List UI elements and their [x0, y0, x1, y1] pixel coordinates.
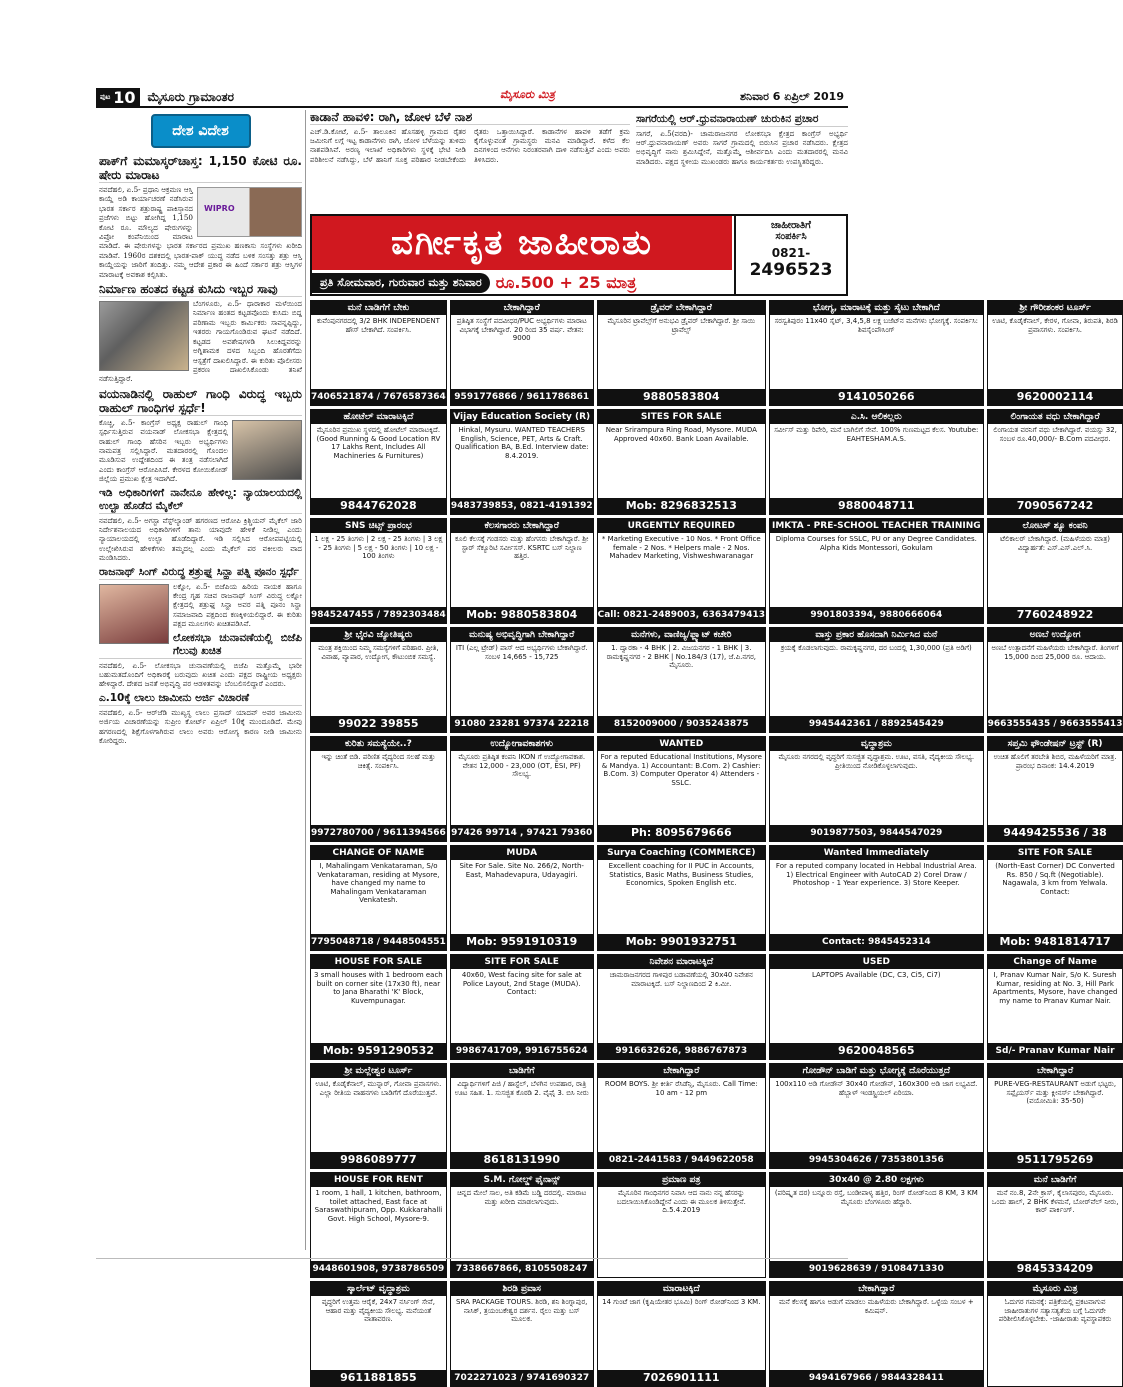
- ad-phone: 9945304626 / 7353801356: [770, 1152, 983, 1168]
- ad-header: ಬಾಡಿಗೆಗೆ: [451, 1064, 593, 1078]
- ad-header: 30x40 @ 2.80 ಲಕ್ಷಗಳು: [770, 1173, 983, 1187]
- classified-ad: [987, 1063, 1123, 1169]
- classified-ad: [450, 954, 594, 1060]
- ad-header: ಕುರಿತು ಸಮಸ್ಯೆಯೇ..?: [311, 737, 446, 751]
- contact-box: [734, 216, 846, 294]
- news-story: [96, 282, 305, 384]
- ad-phone: 9494167966 / 9844328411: [770, 1370, 983, 1386]
- classified-ad: [769, 300, 984, 406]
- ad-body: ಕುವೆಂಪುನಗರದಲ್ಲಿ 3/2 BHK INDEPENDENT ಹೌಸ್ ಬೇಕಾಗಿದೆ. ಸಂಪರ್ಕಿಸಿ.: [316, 317, 440, 334]
- ad-body: LAPTOPS Available (DC, C3, Ci5, Ci7): [811, 971, 941, 979]
- ad-body: PURE-VEG-RESTAURANT ಅಡುಗೆ ಭಟ್ಟರು, ಸಪ್ಲೈಯರ್ಸ್ ಮತ್ತು ಕ್ಲೀನರ್ಸ್ ಬೇಕಾಗಿದ್ದಾರೆ. (ವಯೋಮಿತಿ: 35-50): [994, 1080, 1117, 1106]
- ad-body: ಮನೆ ಕೆಲಸಕ್ಕೆ ಹಾಗೂ ಅಡುಗೆ ಮಾಡಲು ಮಹಿಳೆಯರು ಬೇಕಾಗಿದ್ದಾರೆ. ಒಳ್ಳೆಯ ಸಂಬಳ + ಕಮಿಷನ್.: [778, 1298, 974, 1315]
- ad-phone: 9972780700 / 9611394566: [311, 825, 446, 841]
- ad-body: ವಿದ್ಯಾರ್ಥಿಗಳಿಗೆ ಪಿಜಿ / ಹಾಸ್ಟೆಲ್, ಬೆಳಗಿನ ಉಪಹಾರ, ರಾತ್ರಿ ಊಟ ಸಹಿತ. 1. ಸುಸಜ್ಜಿತ ಕೊಠಡಿ 2. ವೈಫೈ 3. ಬಿಸಿ ನೀರು: [454, 1080, 589, 1097]
- ad-header: ಮನೆ ಬಾಡಿಗೆಗೆ ಬೇಕು: [311, 301, 446, 315]
- news-story: [96, 692, 305, 746]
- ad-header: SITE FOR SALE: [988, 846, 1123, 860]
- ad-body: ಮಂತ್ರ ಶಕ್ತಿಯಿಂದ ನಿಮ್ಮ ಸಮಸ್ಯೆಗಳಿಗೆ ಪರಿಹಾರ. ಪ್ರೀತಿ, ವಿವಾಹ, ವ್ಯಾಪಾರ, ಉದ್ಯೋಗ, ಕೌಟುಂಬಿಕ ಸಮಸ್ಯೆ.: [318, 644, 439, 661]
- ad-header: Vijay Education Society (R): [451, 410, 593, 424]
- classified-ad: [597, 1172, 766, 1278]
- story-headline: ಲೋಕಸಭಾ ಚುನಾವಣೆಯಲ್ಲಿ ಬಿಜೆಪಿ ಗೆಲುವು ಖಚಿತ: [99, 632, 302, 659]
- side-story: [636, 110, 848, 210]
- ad-phone: 9141050266: [770, 389, 983, 405]
- ad-header: ವಾಸ್ತು ಪ್ರಕಾರ ಹೊಸದಾಗಿ ನಿರ್ಮಿಸಿದ ಮನೆ: [770, 628, 983, 642]
- contact-line: ಜಾಹೀರಾತಿಗೆ: [771, 220, 811, 231]
- classified-ad: [310, 518, 447, 624]
- ad-phone: 9663555435 / 9663555413: [988, 716, 1123, 732]
- news-story: [96, 487, 305, 563]
- ad-body: ಮೈಸೂರು ನಗರದಲ್ಲಿ ವೃದ್ಧರಿಗೆ ಸುಸಜ್ಜಿತ ವೃದ್ಧಾಶ್ರಮ. ಊಟ, ವಸತಿ, ವೈದ್ಯಕೀಯ ಸೌಲಭ್ಯ. ಪ್ರೀತಿಯಿಂದ ನೋಡಿಕೊಳ್ಳಲಾಗುವುದು.: [778, 753, 975, 770]
- ad-phone: 9844762028: [311, 498, 446, 514]
- ad-phone: Mob: 9481814717: [988, 934, 1123, 950]
- banner-subline: [312, 272, 732, 294]
- photo-caption: WIPRO: [204, 204, 235, 213]
- ad-body: ಮೈಸೂರಿನ ಗಾಂಧಿನಗರ ನಿವಾಸಿ ಆದ ನಾನು ನನ್ನ ಹೆಸರನ್ನು ಬದಲಾಯಿಸಿಕೊಂಡಿದ್ದೇನೆ ಎಂದು ಈ ಮೂಲಕ ತಿಳಿಸುತ್ತೇನೆ. ದಿ.5.4.2019: [616, 1189, 746, 1215]
- publication-days: ಪ್ರತಿ ಸೋಮವಾರ, ಗುರುವಾರ ಮತ್ತು ಶನಿವಾರ: [312, 273, 490, 293]
- classified-ad: [769, 1172, 984, 1278]
- ad-body: ಮೈಸೂರು ಪ್ರತಿಷ್ಠಿತ ಕಂಪನಿ IKON ಗೆ ಉದ್ಯೋಗಾವಕಾಶ. ವೇತನ 12,000 - 23,000 (OT, ESI, PF) ಸೌಲಭ್ಯ.: [458, 753, 586, 779]
- ad-header: ಲಿಂಗಾಯತ ವಧು ಬೇಕಾಗಿದ್ದಾರೆ: [988, 410, 1123, 424]
- ad-body: ಲಿಂಗಾಯತ ವರನಿಗೆ ವಧು ಬೇಕಾಗಿದ್ದಾರೆ. ವಯಸ್ಸು 32, ಸಂಬಳ ರೂ.40,000/- B.Com ಪದವೀಧರ.: [993, 426, 1117, 443]
- ad-header: ಶ್ರೀ ಭೈರವಿ ಜ್ಯೋತಿಷ್ಯರು: [311, 628, 446, 642]
- ad-body: ಊಟಿ, ಕೊಡೈಕೆನಾಲ್, ಮುನ್ನಾರ್, ಗೋವಾ ಪ್ರವಾಸಗಳು. ಎಲ್ಲಾ ರೀತಿಯ ವಾಹನಗಳು ಬಾಡಿಗೆಗೆ ದೊರೆಯುತ್ತವೆ.: [315, 1080, 442, 1097]
- ad-body: Diploma Courses for SSLC, PU or any Degree Candidates. Alpha Kids Montessori, Gokulam: [775, 535, 977, 552]
- ad-header: ಮನೆ ಬಾಡಿಗೆಗೆ: [988, 1173, 1123, 1187]
- ad-header: SNS ಚಿಟ್ಸ್ ಪ್ರಾರಂಭ: [311, 519, 446, 533]
- ad-body: For a reputed Educational Institutions, Mysore & Mandya. 1) Accountant: B.Com. 2) Cashier: B.Com. 3) Computer Operator 4) Attenders - SSLC.: [600, 753, 762, 787]
- ad-phone: 9449425536 / 38: [988, 825, 1123, 841]
- ad-header: ಹೋಟೆಲ್ ಮಾರಾಟಕ್ಕಿದೆ: [311, 410, 446, 424]
- classifieds-banner: [310, 214, 848, 296]
- ad-header: ಅಣಬೆ ಉದ್ಯೋಗ: [988, 628, 1123, 642]
- ad-header: ನಿವೇಶನ ಮಾರಾಟಕ್ಕಿದೆ: [598, 955, 765, 969]
- contact-line: ಸಂಪರ್ಕಿಸಿ: [775, 231, 807, 242]
- ad-phone: 7760248922: [988, 607, 1123, 623]
- ad-header: SITE FOR SALE: [451, 955, 593, 969]
- ad-header: MUDA: [451, 846, 593, 860]
- issue-date: ಶನಿವಾರ 6 ಏಪ್ರಿಲ್ 2019: [740, 90, 844, 103]
- classified-ad: [987, 845, 1123, 951]
- ad-body: 1 ಲಕ್ಷ - 25 ತಿಂಗಳು | 2 ಲಕ್ಷ - 25 ತಿಂಗಳು | 3 ಲಕ್ಷ - 25 ತಿಂಗಳು | 5 ಲಕ್ಷ - 50 ತಿಂಗಳು | 10 ಲಕ್ಷ - 100 ತಿಂಗಳು: [314, 535, 443, 561]
- ad-phone: 9448601908, 9738786509: [311, 1261, 446, 1277]
- ad-header: ಲೋಟಸ್ ಶ್ಯೂ ಕಂಪನಿ: [988, 519, 1123, 533]
- story-body: ನವದೆಹಲಿ, ಏ.5- ಆರ್‌ಜೆಡಿ ಮುಖ್ಯಸ್ಥ ಲಾಲು ಪ್ರಸಾದ್ ಯಾದವ್ ಅವರ ಜಾಮೀನು ಅರ್ಜಿಯ ವಿಚಾರಣೆಯನ್ನು ಸುಪ್ರೀಂ ಕೋರ್ಟ್ ಏಪ್ರಿಲ್ 10ಕ್ಕೆ ಮುಂದೂಡಿದೆ. ಮೇವು ಹಗರಣದಲ್ಲಿ ಶಿಕ್ಷೆಗೊಳಗಾಗಿರುವ ಲಾಲು ಅವರು ಆರೋಗ್ಯ ಕಾರಣ ನೀಡಿ ಜಾಮೀನು ಕೋರಿದ್ದರು.: [99, 707, 302, 746]
- ad-phone: 9916632626, 9886767873: [598, 1043, 765, 1059]
- ad-phone: 9986741709, 9916755624: [451, 1043, 593, 1059]
- classified-ad: [987, 518, 1123, 624]
- story-headline: ಕಾಡಾನೆ ಹಾವಳಿ: ರಾಗಿ, ಜೋಳ ಬೆಳೆ ನಾಶ: [310, 110, 630, 125]
- classified-ad: [597, 409, 766, 515]
- ad-body: ಪ್ರತಿಷ್ಠಿತ ಸಂಸ್ಥೆಗೆ ಪದವೀಧರ/PUC ಅಭ್ಯರ್ಥಿಗಳು ಮಾರಾಟ ವಿಭಾಗಕ್ಕೆ ಬೇಕಾಗಿದ್ದಾರೆ. 20 ರಿಂದ 35 ವರ್ಷ. ವೇತನ: 9000: [456, 317, 587, 343]
- story-body: ಎಚ್.ಡಿ.ಕೋಟೆ, ಏ.5- ತಾಲೂಕಿನ ಹೊಸಹಳ್ಳಿ ಗ್ರಾಮದ ರೈತರ ಜಮೀನಿಗೆ ಲಗ್ಗೆ ಇಟ್ಟ ಕಾಡಾನೆಗಳು ರಾಗಿ, ಜೋಳ ಬೆಳೆಯನ್ನು ತುಳಿದು ನಾಶಪಡಿಸಿವೆ. ಅರಣ್ಯ ಇಲಾಖೆ ಅಧಿಕಾರಿಗಳು ಸ್ಥಳಕ್ಕೆ ಭೇಟಿ ನೀಡಿ ಪರಿಶೀಲನೆ ನಡೆಸಿದ್ದು, ಬೆಳೆ ಹಾನಿಗೆ ಸೂಕ್ತ ಪರಿಹಾರ ನೀಡಬೇಕೆಂದು ರೈತರು ಒತ್ತಾಯಿಸಿದ್ದಾರೆ. ಕಾಡಾನೆಗಳ ಹಾವಳಿ ತಡೆಗೆ ಕ್ರಮ ಕೈಗೊಳ್ಳುವಂತೆ ಗ್ರಾಮಸ್ಥರು ಮನವಿ ಮಾಡಿದ್ದಾರೆ. ಕಳೆದ ಕೆಲ ದಿನಗಳಿಂದ ಆನೆಗಳು ನಿರಂತರವಾಗಿ ದಾಳಿ ನಡೆಸುತ್ತಿವೆ ಎಂದು ಅವರು ತಿಳಿಸಿದರು.: [310, 127, 630, 164]
- ad-body: ಅಣಬೆ ಉತ್ಪಾದನೆಗೆ ಮಹಿಳೆಯರು ಬೇಕಾಗಿದ್ದಾರೆ. ತಿಂಗಳಿಗೆ 15,000 ದಿಂದ 25,000 ರೂ. ಆದಾಯ.: [991, 644, 1119, 661]
- ad-header: S.M. ಗೋಲ್ಡ್ ಫೈನಾನ್ಸ್: [451, 1173, 593, 1187]
- ad-header: USED: [770, 955, 983, 969]
- ad-body: ಉಚಿತ ಹೊಲಿಗೆ ತರಬೇತಿ ಶಿಬಿರ, ಮಹಿಳೆಯರಿಗೆ ಮಾತ್ರ. ಪ್ರಾರಂಭ ದಿನಾಂಕ: 14.4.2019: [993, 753, 1117, 770]
- ad-phone: 9483739853, 0821-4191392: [451, 498, 593, 514]
- classified-ad: [597, 736, 766, 842]
- ad-body: I, Pranav Kumar Nair, S/o K. Suresh Kumar, residing at No. 3, Hill Park Apartments, Mysore, have changed my name to Pranav Kumar Nair.: [992, 971, 1118, 1005]
- story-headline: ಪಾಕ್‌ಗೆ ಮಮಾಸ್ಕರ್‌ಚಾಸ್ತ: 1,150 ಕೋಟಿ ರೂ. ಷೇರು ಮಾರಾಟ: [99, 154, 302, 182]
- ad-phone: 7026901111: [598, 1370, 765, 1386]
- ad-phone: Mob: 9901932751: [598, 934, 765, 950]
- ad-body: ಓದುಗರ ಗಮನಕ್ಕೆ: ಪತ್ರಿಕೆಯಲ್ಲಿ ಪ್ರಕಟವಾಗುವ ಜಾಹೀರಾತುಗಳ ಸತ್ಯಾಸತ್ಯತೆಯ ಬಗ್ಗೆ ಓದುಗರೇ ಪರಿಶೀಲಿಸಿಕೊಳ್ಳಬೇಕು. -ಜಾಹೀರಾತು ವ್ಯವಸ್ಥಾಪಕರು: [998, 1298, 1112, 1324]
- news-story: [96, 387, 305, 484]
- ad-phone: 99022 39855: [311, 716, 446, 732]
- ad-phone: Contact: 9845452314: [770, 934, 983, 950]
- story-headline: ಎ.10ಕ್ಕೆ ಲಾಲು ಜಾಮೀನು ಅರ್ಜಿ ವಿಚಾರಣೆ: [99, 692, 302, 706]
- ad-header: CHANGE OF NAME: [311, 846, 446, 860]
- classified-ad: [769, 518, 984, 624]
- classified-ad: [987, 1172, 1123, 1278]
- ad-phone: 9845334209: [988, 1261, 1123, 1277]
- classified-ad: [450, 845, 594, 951]
- story-body: ಬೆಂಗಳೂರು, ಏ.5- ಧಾರಾಕಾರ ಮಳೆಯಿಂದ ನಿರ್ಮಾಣ ಹಂತದ ಕಟ್ಟಡವೊಂದು ಕುಸಿದು ಬಿದ್ದ ಪರಿಣಾಮ ಇಬ್ಬರು ಕಾರ್ಮಿಕರು ಸಾವನ್ನಪ್ಪಿದ್ದು, ಇತರರು ಗಾಯಗೊಂಡಿರುವ ಘಟನೆ ನಡೆದಿದೆ. ಕಟ್ಟಡದ ಅವಶೇಷಗಳಡಿ ಸಿಲುಕಿದ್ದವರನ್ನು ಅಗ್ನಿಶಾಮಕ ದಳದ ಸಿಬ್ಬಂದಿ ಹೊರತೆಗೆದು ಆಸ್ಪತ್ರೆಗೆ ದಾಖಲಿಸಿದ್ದಾರೆ. ಈ ಕುರಿತು ಪೊಲೀಸರು ಪ್ರಕರಣ ದಾಖಲಿಸಿಕೊಂಡು ತನಿಖೆ ನಡೆಸುತ್ತಿದ್ದಾರೆ.: [99, 299, 302, 384]
- ad-body: 40x60, West facing site for sale at Police Layout, 2nd Stage (MUDA). Contact:: [461, 971, 582, 997]
- story-body: ಲಕ್ನೋ, ಏ.5- ಬಿಜೆಪಿಯ ಹಿರಿಯ ನಾಯಕ ಹಾಗೂ ಕೇಂದ್ರ ಗೃಹ ಸಚಿವ ರಾಜನಾಥ್ ಸಿಂಗ್ ವಿರುದ್ಧ ಲಕ್ನೋ ಕ್ಷೇತ್ರದಲ್ಲಿ ಶತ್ರುಘ್ನ ಸಿನ್ಹಾ ಅವರ ಪತ್ನಿ ಪೂನಂ ಸಿನ್ಹಾ ಸಮಾಜವಾದಿ ಪಕ್ಷದಿಂದ ಕಣಕ್ಕಿಳಿಯಲಿದ್ದಾರೆ. ಈ ಕುರಿತು ಪಕ್ಷದ ಮೂಲಗಳು ಖಚಿತಪಡಿಸಿವೆ.: [173, 581, 302, 629]
- ad-body: ಟೆಲಿಕಾಲರ್ ಬೇಕಾಗಿದ್ದಾರೆ. (ಮಹಿಳೆಯರು ಮಾತ್ರ) ವಿದ್ಯಾರ್ಹತೆ: ಎಸ್.ಎಸ್.ಎಲ್.ಸಿ.: [1000, 535, 1110, 552]
- classified-ad: [310, 300, 447, 406]
- news-story: [96, 154, 305, 279]
- classified-ad: [310, 1063, 447, 1169]
- ad-header: ಮನೆಗಳು, ವಾಣಿಜ್ಯ/ಫ್ಲ್ಯಾಟ್ ಕಚೇರಿ: [598, 628, 765, 642]
- ad-header: ಎ.ಸಿ. ಆಲಿಕಲ್ಲರು: [770, 410, 983, 424]
- ad-phone: 9620002114: [988, 389, 1123, 405]
- classified-ad: [310, 409, 447, 515]
- ad-phone: 9591776866 / 9611786861: [451, 389, 593, 405]
- story-headline: ಇಡಿ ಅಧಿಕಾರಿಗಳಿಗೆ ನಾನೇನೂ ಹೇಳಿಲ್ಲ: ನ್ಯಾಯಾಲಯದಲ್ಲಿ ಉಲ್ಟಾ ಹೊಡೆದ ಮೈಕೆಲ್: [99, 486, 302, 512]
- story-headline: ನಿರ್ಮಾಣ ಹಂತದ ಕಟ್ಟಡ ಕುಸಿದು ಇಬ್ಬರ ಸಾವು: [99, 282, 302, 297]
- story-headline: ವಯನಾಡಿನಲ್ಲಿ ರಾಹುಲ್ ಗಾಂಧಿ ವಿರುದ್ಧ ಇಬ್ಬರು ರಾಹುಲ್ ಗಾಂಧಿಗಳ ಸ್ಪರ್ಧೆ!: [99, 386, 302, 415]
- classified-ad: [597, 1063, 766, 1169]
- ad-body: ಇನ್ನು ಚಿಂತೆ ಬಿಡಿ. ಪರಿಣಿತ ವೈದ್ಯರಿಂದ ಸಲಹೆ ಮತ್ತು ಚಿಕಿತ್ಸೆ. ಸಂಪರ್ಕಿಸಿ.: [321, 753, 436, 770]
- page-number: 10: [113, 87, 136, 107]
- ad-header: ಉದ್ಯೋಗಾವಕಾಶಗಳು: [451, 737, 593, 751]
- ad-header: ಸ್ಕಾರ್ಲೆಟ್ ವೃದ್ಧಾಶ್ರಮ: [311, 1282, 446, 1296]
- ad-header: ಶ್ರೀ ಗೌರೀಶಂಕರ ಟೂರ್ಸ್: [988, 301, 1123, 315]
- classified-ad: [450, 1281, 594, 1387]
- section-title: ಮೈಸೂರು ಗ್ರಾಮಾಂತರ: [147, 89, 234, 104]
- classified-ad: [597, 845, 766, 951]
- classified-ad: [769, 627, 984, 733]
- story-body: ನವದೆಹಲಿ, ಏ.5- ಪ್ರಧಾನಿ ಆಕ್ರಮಣ ಆಸ್ತಿ ಕಾಯ್ದೆ ಅಡಿ ಕಾರ್ಯಾಚರಣೆ ನಡೆಸಿರುವ ಭಾರತ ಸರ್ಕಾರ ಶತ್ರುರಾಷ್ಟ್ರ ಪಾಕಿಸ್ತಾನದ ಪ್ರಜೆಗಳು ಬಿಟ್ಟು ಹೋಗಿದ್ದ 1,150 ಕೋಟಿ ರೂ. ಮೌಲ್ಯದ ಷೇರುಗಳನ್ನು ವಿಪ್ರೋ ಕಂಪೆನಿಯಿಂದ ಮಾರಾಟ ಮಾಡಿದೆ. ಈ ಷೇರುಗಳನ್ನು ಭಾರತ ಸರ್ಕಾರದ ಪ್ರಮುಖ ಹಣಕಾಸು ಸಂಸ್ಥೆಗಳು ಖರೀದಿ ಮಾಡಿವೆ. 1960ರ ದಶಕದಲ್ಲಿ ಭಾರತ-ಪಾಕ್ ಯುದ್ಧ ನಡೆದ ಬಳಿಕ ಸಂಸತ್ತು ಶತ್ರು ಆಸ್ತಿ ಕಾಯ್ದೆಯನ್ನು ಜಾರಿಗೆ ತಂದಿತ್ತು. ನಮ್ಮ ಆದೇಶ ಪ್ರಕಾರ ಈ ಹಿಂದೆ ಸರ್ಕಾರ ಶತ್ರು ಆಸ್ತಿಗಳ ಮಾರಾಟಕ್ಕೆ ಅವಕಾಶ ಕಲ್ಪಿಸಿತು.: [99, 185, 302, 279]
- ad-phone: Call: 0821-2489003, 6363479413: [598, 607, 765, 623]
- ad-header: ಶ್ರೀ ಮಲ್ಲೇಶ್ವರ ಟೂರ್ಸ್: [311, 1064, 446, 1078]
- classified-ad: [310, 627, 447, 733]
- ad-body: ಚಿನ್ನದ ಮೇಲೆ ಸಾಲ, ಅತಿ ಕಡಿಮೆ ಬಡ್ಡಿ ದರದಲ್ಲಿ. ಮಾರಾಟ ಮತ್ತು ಖರೀದಿ ಮಾಡಲಾಗುವುದು.: [457, 1189, 587, 1206]
- ad-phone: 91080 23281 97374 22218: [451, 716, 593, 732]
- story-body: ನವದೆಹಲಿ, ಏ.5- ಲೋಕಸಭಾ ಚುನಾವಣೆಯಲ್ಲಿ ಬಿಜೆಪಿ ಮತ್ತೊಮ್ಮೆ ಭಾರೀ ಬಹುಮತದೊಂದಿಗೆ ಅಧಿಕಾರಕ್ಕೆ ಬರುವುದು ಖಚಿತ ಎಂದು ಪಕ್ಷದ ರಾಷ್ಟ್ರೀಯ ಅಧ್ಯಕ್ಷರು ಹೇಳಿದ್ದಾರೆ. ದೇಶದ ಜನತೆ ಅಭಿವೃದ್ಧಿ ಪರ ಆಡಳಿತವನ್ನು ಬೆಂಬಲಿಸಲಿದ್ದಾರೆ ಎಂದರು.: [99, 660, 302, 689]
- ad-header: Surya Coaching (COMMERCE): [598, 846, 765, 860]
- ad-header: Wanted Immediately: [770, 846, 983, 860]
- classified-ad: [987, 409, 1123, 515]
- ad-body: ITI (ಎಲ್ಲ ಟ್ರೇಡ್) ಪಾಸ್ ಆದ ಅಭ್ಯರ್ಥಿಗಳು ಬೇಕಾಗಿದ್ದಾರೆ. ಸಂಬಳ 14,665 - 15,725: [455, 644, 588, 661]
- news-photo-rahul: [232, 420, 302, 480]
- classified-ad: [597, 518, 766, 624]
- classified-ad: [987, 736, 1123, 842]
- classified-ad: [450, 518, 594, 624]
- ad-body: For a reputed company located in Hebbal Industrial Area. 1) Electrical Engineer with AutoCAD 2) Corel Draw / Photoshop - 1 Year experience. 3) Store Keeper.: [775, 862, 977, 888]
- ad-header: ಗೋಡೌನ್ ಬಾಡಿಗೆ ಮತ್ತು ಭೋಗ್ಯಕ್ಕೆ ದೊರೆಯುತ್ತದೆ: [770, 1064, 983, 1078]
- ad-body: 1. ದ್ವಾರಕಾ - 4 BHK | 2. ವಿಜಯನಗರ - 1 BHK | 3. ರಾಮಕೃಷ್ಣನಗರ - 2 BHK | No.184/3 (17), ಜೆ.ಪಿ.ನಗರ, ಮೈಸೂರು.: [606, 644, 756, 670]
- ad-phone: 7406521874 / 7676587364: [311, 389, 446, 405]
- ad-header: ಮೈಸೂರು ಮಿತ್ರ: [988, 1282, 1123, 1296]
- ad-body: ROOM BOYS. ಶ್ರೀ ಕೀರ್ತಿ ರೆಸಿಡೆನ್ಸಿ, ಮೈಸೂರು. Call Time: 10 am - 12 pm: [604, 1080, 758, 1097]
- newspaper-page: [96, 87, 1123, 1384]
- ad-body: ಊಟಿ, ಕೊಡೈಕೆನಾಲ್, ಕೇರಳ, ಗೋವಾ, ತಿರುಪತಿ, ಶಿರಡಿ ಪ್ರವಾಸಗಳು. ಸಂಪರ್ಕಿಸಿ.: [992, 317, 1118, 334]
- news-column: [96, 110, 306, 1250]
- classified-ad: [310, 954, 447, 1060]
- classified-ad: [769, 736, 984, 842]
- ad-phone: 7090567242: [988, 498, 1123, 514]
- classified-ad: [769, 1063, 984, 1169]
- ad-header: ಪ್ರಮಾಣ ಪತ್ರ: [598, 1173, 765, 1187]
- ad-phone: 9880048711: [770, 498, 983, 514]
- classified-ad: [987, 1281, 1123, 1387]
- ad-header: ಮಾರಾಟಕ್ಕಿದೆ: [598, 1282, 765, 1296]
- ad-phone: Mob: 9591910319: [451, 934, 593, 950]
- classified-ad: [987, 627, 1123, 733]
- ad-phone: 7022271023 / 9741690327: [451, 1370, 593, 1386]
- ad-body: ಮನೆ ನಂ.8, 2ನೇ ಕ್ರಾಸ್, ಕೈಲಾಸಪುರಂ, ಮೈಸೂರು. ಒಂದು ಹಾಲ್, 2 BHK ಕೆಳಮನೆ, ಬೋರ್‌ವೆಲ್ ನೀರು, ಕಾರ್ ಪಾರ್ಕಿಂಗ್.: [991, 1189, 1119, 1215]
- classified-ad: [450, 409, 594, 515]
- classified-ad: [450, 627, 594, 733]
- contact-line: 0821-: [771, 246, 811, 260]
- classified-ad: [769, 845, 984, 951]
- ad-header: ಡ್ರೈವರ್ ಬೇಕಾಗಿದ್ದಾರೆ: [598, 301, 765, 315]
- ad-phone: 9019877503, 9844547029: [770, 825, 983, 841]
- news-photo-wipro: [197, 187, 302, 237]
- story-headline: ಸಾಗರೆಯಲ್ಲಿ ಆರ್.ಧ್ರುವನಾರಾಯಣ್ ಚುರುಕಿನ ಪ್ರಚಾರ: [636, 113, 848, 127]
- ad-header: ಬೇಕಾಗಿದ್ದಾರೆ: [770, 1282, 983, 1296]
- section-badge: ದೇಶ ವಿದೇಶ: [151, 114, 251, 148]
- ad-body: * Marketing Executive - 10 Nos. * Front Office female - 2 Nos. * Helpers male - 2 Nos. Mahadev Marketing, Vishweshwaranagar: [601, 535, 761, 561]
- ad-phone: 9880583804: [598, 389, 765, 405]
- classified-ad: [450, 736, 594, 842]
- ad-header: IMKTA - PRE-SCHOOL TEACHER TRAINING: [771, 521, 981, 531]
- classified-ads-grid: [310, 300, 1123, 1387]
- ad-phone: 9511795269: [988, 1152, 1123, 1168]
- ad-body: SRA PACKAGE TOURS. ಶಿರಡಿ, ಶನಿ ಶಿಂಗ್ನಾಪುರ, ನಾಸಿಕ್, ತ್ರಯಂಬಕೇಶ್ವರ ದರ್ಶನ. ರೈಲು ಮತ್ತು ಬಸ್ ಮೂಲಕ.: [456, 1298, 588, 1324]
- ad-phone: 0821-2441583 / 9449622058: [598, 1152, 765, 1168]
- ad-phone: 8618131990: [451, 1152, 593, 1168]
- ad-body: Excellent coaching for II PUC in Accounts, Statistics, Basic Maths, Business Studies, Economics, Spoken English etc.: [608, 862, 754, 888]
- ad-header: WANTED: [598, 737, 765, 751]
- ad-phone: Sd/- Pranav Kumar Nair: [988, 1043, 1123, 1059]
- ad-phone: 7338667866, 8105508247: [451, 1261, 593, 1277]
- ad-header: ಸಪ್ತಮಿ ಫೌಂಡೇಷನ್ ಟ್ರಸ್ಟ್ (R): [988, 737, 1123, 751]
- top-story: [310, 110, 630, 210]
- ad-header: ಭೋಗ್ಯ, ಮಾರಾಟಕ್ಕೆ ಮತ್ತು ಸೈಟು ಬೇಕಾಗಿದೆ: [770, 301, 983, 315]
- story-body: ಕೊಚ್ಚಿ, ಏ.5- ಕಾಂಗ್ರೆಸ್ ಅಧ್ಯಕ್ಷ ರಾಹುಲ್ ಗಾಂಧಿ ಸ್ಪರ್ಧಿಸುತ್ತಿರುವ ವಯನಾಡ್ ಲೋಕಸಭಾ ಕ್ಷೇತ್ರದಲ್ಲಿ ರಾಹುಲ್ ಗಾಂಧಿ ಹೆಸರಿನ ಇಬ್ಬರು ಅಭ್ಯರ್ಥಿಗಳು ನಾಮಪತ್ರ ಸಲ್ಲಿಸಿದ್ದಾರೆ. ಮತದಾರರಲ್ಲಿ ಗೊಂದಲ ಮೂಡಿಸುವ ಉದ್ದೇಶದಿಂದ ಈ ತಂತ್ರ ನಡೆಸಲಾಗಿದೆ ಎಂದು ಕಾಂಗ್ರೆಸ್ ಆರೋಪಿಸಿದೆ. ಕೇರಳದ ಕೋಯಿಕೋಡ್ ಜಿಲ್ಲೆಯ ಪ್ರಮುಖ ಕ್ಷೇತ್ರ ಇದಾಗಿದೆ.: [99, 417, 228, 484]
- ad-body: ಮೈಸೂರಿನ ಪ್ರಮುಖ ಸ್ಥಳದಲ್ಲಿ ಹೋಟೆಲ್ ಮಾರಾಟಕ್ಕಿದೆ. (Good Running & Good Location RV 17 Lakhs Rent, Includes All Machineries & Furnitures): [316, 426, 441, 460]
- ad-body: ವೃದ್ಧರಿಗೆ ಉತ್ತಮ ಆರೈಕೆ, 24x7 ನರ್ಸಿಂಗ್ ಸೇವೆ, ಆಹಾರ ಮತ್ತು ವೈದ್ಯಕೀಯ ಸೌಲಭ್ಯ. ಮನೆಯಂತೆ ವಾತಾವರಣ.: [321, 1298, 435, 1324]
- ad-body: Site For Sale. Site No. 266/2, North-East, Mahadevapura, Udayagiri.: [459, 862, 584, 879]
- classified-ad: [769, 1281, 984, 1387]
- ad-body: 100x110 ಅಡಿ ಗೋಡೌನ್ 30x40 ಗೋಡೌನ್, 160x300 ಅಡಿ ಜಾಗ ಲಭ್ಯವಿದೆ. ಹೆಬ್ಬಾಳ್ ಇಂಡಸ್ಟ್ರಿಯಲ್ ಏರಿಯಾ.: [775, 1080, 978, 1097]
- ad-phone: 9986089777: [311, 1152, 446, 1168]
- banner-title: ವರ್ಗೀಕೃತ ಜಾಹೀರಾತು: [312, 216, 732, 270]
- ad-body: ಕ್ರಯಕ್ಕೆ ಕೊಡಲಾಗುವುದು. ರಾಮಕೃಷ್ಣನಗರ, ದರ ಬಂದಲ್ಲಿ 1,30,000 (ಪ್ರತಿ ಅಡಿಗೆ): [780, 644, 972, 652]
- news-photo-building: [99, 301, 189, 371]
- classified-ad: [597, 627, 766, 733]
- news-story: [96, 566, 305, 629]
- ad-body: ಮೈಸೂರಿನ ಟ್ರಾವೆಲ್ಸ್‌ಗೆ ಅನುಭವಿ ಡ್ರೈವರ್ ಬೇಕಾಗಿದ್ದಾರೆ. ಶ್ರೀ ಸಾಯಿ ಟ್ರಾವೆಲ್ಸ್: [607, 317, 756, 334]
- ad-phone: 9620048565: [770, 1043, 983, 1059]
- classified-ad: [450, 1063, 594, 1169]
- ad-body: 14 ಗುಂಟೆ ಜಾಗ (ಕೃಷಿಯೇತರ ಭೂಮಿ) ರಿಂಗ್ ರೋಡ್‌ನಿಂದ 3 KM.: [602, 1298, 761, 1306]
- classified-ad: [310, 1281, 447, 1387]
- ad-price: ರೂ.500 + 25 ಮಾತ್ರ: [495, 273, 637, 292]
- story-body: ಸಾಗರೆ, ಏ.5(ವರದಿ)- ಚಾಮರಾಜನಗರ ಲೋಕಸಭಾ ಕ್ಷೇತ್ರದ ಕಾಂಗ್ರೆಸ್ ಅಭ್ಯರ್ಥಿ ಆರ್.ಧ್ರುವನಾರಾಯಣ್ ಅವರು ಸಾಗರೆ ಗ್ರಾಮದಲ್ಲಿ ಬಿರುಸಿನ ಪ್ರಚಾರ ನಡೆಸಿದರು. ಕ್ಷೇತ್ರದ ಅಭಿವೃದ್ಧಿಗೆ ನಾನು ಶ್ರಮಿಸಿದ್ದೇನೆ, ಮತ್ತೊಮ್ಮೆ ಆಶೀರ್ವದಿಸಿ ಎಂದು ಮತದಾರರಲ್ಲಿ ಮನವಿ ಮಾಡಿದರು. ಪಕ್ಷದ ಸ್ಥಳೀಯ ಮುಖಂಡರು ಹಾಗೂ ಕಾರ್ಯಕರ್ತರು ಉಪಸ್ಥಿತರಿದ್ದರು.: [636, 129, 848, 166]
- classified-ad: [597, 300, 766, 406]
- ad-body: (North-East Corner) DC Converted Rs. 850 / Sq.ft (Negotiable). Nagawala, 3 km from Yelwala. Contact:: [995, 862, 1115, 896]
- ad-header: ಮನುಷ್ಯ ಅಭಿವೃದ್ಧಿಗಾಗಿ ಬೇಕಾಗಿದ್ದಾರೆ: [451, 628, 593, 642]
- ad-header: ಶಿರಡಿ ಪ್ರವಾಸ: [451, 1282, 593, 1296]
- page-label: ಪುಟ: [100, 92, 111, 101]
- ad-header: ಕೆಲಸಗಾರರು ಬೇಕಾಗಿದ್ದಾರೆ: [451, 519, 593, 533]
- footer-rule: [96, 1258, 848, 1259]
- ad-phone: 9611881855: [311, 1370, 446, 1386]
- page-number-badge: [96, 88, 140, 106]
- ad-body: ಚಾಮರಾಜನಗರದ ಗಾಳಿಪುರ ಬಡಾವಣೆಯಲ್ಲಿ 30x40 ನಿವೇಶನ ಮಾರಾಟಕ್ಕಿದೆ. ಬಸ್ ನಿಲ್ದಾಣದಿಂದ 2 ಕಿ.ಮೀ.: [609, 971, 753, 988]
- classified-ad: [987, 954, 1123, 1060]
- ad-phone: 9901803394, 9880666064: [770, 607, 983, 623]
- ad-body: ಸರಸ್ವತಿಪುರಂ 11x40 ಸೈಟ್, 3,4,5,8 ಲಕ್ಷ ಬಜೆಟ್‌ನ ಮನೆಗಳು ಭೋಗ್ಯಕ್ಕೆ. ಸಂಪರ್ಕಿಸಿ: ಶಿವಸೈಂಪೌಸಿಂಗ್: [774, 317, 979, 334]
- classified-ad: [450, 300, 594, 406]
- masthead-logo: ಮೈಸೂರು ಮಿತ್ರ: [500, 88, 555, 101]
- ad-body: I, Mahalingam Venkataraman, S/o Venkataraman, residing at Mysore, have changed my name to Mahalingam Venkataraman Venkatesh.: [317, 862, 440, 905]
- ad-body: (ಪರಿಷ್ಕೃತ ದರ) ಬನ್ನೂರು ರಸ್ತೆ, ಬಂಡೀಪಾಳ್ಯ ಹತ್ತಿರ, ರಿಂಗ್ ರೋಡ್‌ನಿಂದ 8 KM, 3 KM ಮೈಸೂರು ಬೆಂಗಳೂರು ಹೆದ್ದಾರಿ.: [774, 1189, 978, 1206]
- ad-body: Near Srirampura Ring Road, Mysore. MUDA Approved 40x60. Bank Loan Available.: [605, 426, 757, 443]
- news-photo-poonam: [99, 584, 169, 644]
- ad-phone: Mob: 9880583804: [451, 607, 593, 623]
- classified-ad: [450, 1172, 594, 1278]
- ad-header: ಬೇಕಾಗಿದ್ದಾರೆ: [988, 1064, 1123, 1078]
- classified-ad: [310, 845, 447, 951]
- ad-body: ಸರ್ವೀಸ್ ಮತ್ತು ರಿಪೇರಿ, ಮನೆ ಬಾಗಿಲಿಗೆ ಸೇವೆ. 100% ಗುಣಮಟ್ಟದ ಕೆಲಸ. Youtube: EAHTESHAM.A.S.: [774, 426, 979, 443]
- ad-header: ಬೇಕಾಗಿದ್ದಾರೆ: [598, 1064, 765, 1078]
- ad-header: ವೃದ್ಧಾಶ್ರಮ: [770, 737, 983, 751]
- ad-phone: Mob: 8296832513: [598, 498, 765, 514]
- ad-phone: 9845247455 / 7892303484: [311, 607, 446, 623]
- classified-ad: [310, 736, 447, 842]
- page-header: [96, 88, 848, 108]
- classified-ad: [597, 954, 766, 1060]
- story-body: ನವದೆಹಲಿ, ಏ.5- ಅಗಸ್ಟಾ ವೆಸ್ಟ್‌ಲ್ಯಾಂಡ್ ಹಗರಣದ ಆರೋಪಿ ಕ್ರಿಶ್ಚಿಯನ್ ಮೈಕೆಲ್ ಜಾರಿ ನಿರ್ದೇಶನಾಲಯದ ಅಧಿಕಾರಿಗಳಿಗೆ ತಾನು ಯಾವುದೇ ಹೇಳಿಕೆ ನೀಡಿಲ್ಲ ಎಂದು ನ್ಯಾಯಾಲಯದಲ್ಲಿ ಉಲ್ಟಾ ಹೊಡೆದಿದ್ದಾರೆ. ಇಡಿ ಸಲ್ಲಿಸಿದ ಆರೋಪಪಟ್ಟಿಯಲ್ಲಿ ಉಲ್ಲೇಖಿಸಿರುವ ಹೇಳಿಕೆಗಳು ತಮ್ಮದಲ್ಲ ಎಂದು ಮೈಕೆಲ್ ಪರ ವಕೀಲರು ವಾದ ಮಂಡಿಸಿದರು.: [99, 515, 302, 563]
- ad-phone: Mob: 9591290532: [311, 1043, 446, 1059]
- ad-phone: 8152009000 / 9035243875: [598, 716, 765, 732]
- story-headline: ರಾಜನಾಥ್ ಸಿಂಗ್ ವಿರುದ್ಧ ಶತ್ರುಘ್ನ ಸಿನ್ಹಾ ಪತ್ನಿ ಪೂನಂ ಸ್ಪರ್ಧೆ: [99, 566, 302, 580]
- ad-body: 1 room, 1 hall, 1 kitchen, bathroom, toilet attached, East face at Saraswathipuram, Opp. Kukkarahalli Govt. High School, Mysore-9.: [314, 1189, 443, 1223]
- classifieds-area: [310, 110, 1123, 1384]
- ad-header: HOUSE FOR SALE: [311, 955, 446, 969]
- ad-phone: 7795048718 / 9448504551: [311, 934, 446, 950]
- ad-body: Hinkal, Mysuru. WANTED TEACHERS English, Science, PET, Arts & Craft. Qualification BA, B.Ed. Interview date: 8.4.2019.: [454, 426, 589, 460]
- ad-phone: 9019628639 / 9108471330: [770, 1261, 983, 1277]
- classified-ad: [769, 409, 984, 515]
- ad-body: 3 small houses with 1 bedroom each built on corner site (17x30 ft), near to Jana Bharathi 'K' Block, Kuvempunagar.: [314, 971, 443, 1005]
- classified-ad: [769, 954, 984, 1060]
- classified-ad: [597, 1281, 766, 1387]
- ad-phone: 9945442361 / 8892545429: [770, 716, 983, 732]
- classified-ad: [310, 1172, 447, 1278]
- ad-header: URGENTLY REQUIRED: [598, 519, 765, 533]
- ad-body: ಕೂಲಿ ಕೆಲಸಕ್ಕೆ ಗಂಡಸರು ಮತ್ತು ಹೆಂಗಸರು ಬೇಕಾಗಿದ್ದಾರೆ. ಶ್ರೀ ಸ್ಟಾರ್ ಸೆಕ್ಯೂರಿಟಿ ಸರ್ವೀಸಸ್. KSRTC ಬಸ್ ನಿಲ್ದಾಣ ಹತ್ತಿರ.: [455, 535, 589, 561]
- ad-header: SITES FOR SALE: [598, 410, 765, 424]
- ad-header: ಬೇಕಾಗಿದ್ದಾರೆ: [451, 301, 593, 315]
- classified-ad: [987, 300, 1123, 406]
- contact-phone: 2496523: [749, 260, 833, 280]
- ad-phone: 97426 99714 , 97421 79360: [451, 825, 593, 841]
- ad-header: Change of Name: [988, 955, 1123, 969]
- ad-header: HOUSE FOR RENT: [311, 1173, 446, 1187]
- ad-phone: Ph: 8095679666: [598, 825, 765, 841]
